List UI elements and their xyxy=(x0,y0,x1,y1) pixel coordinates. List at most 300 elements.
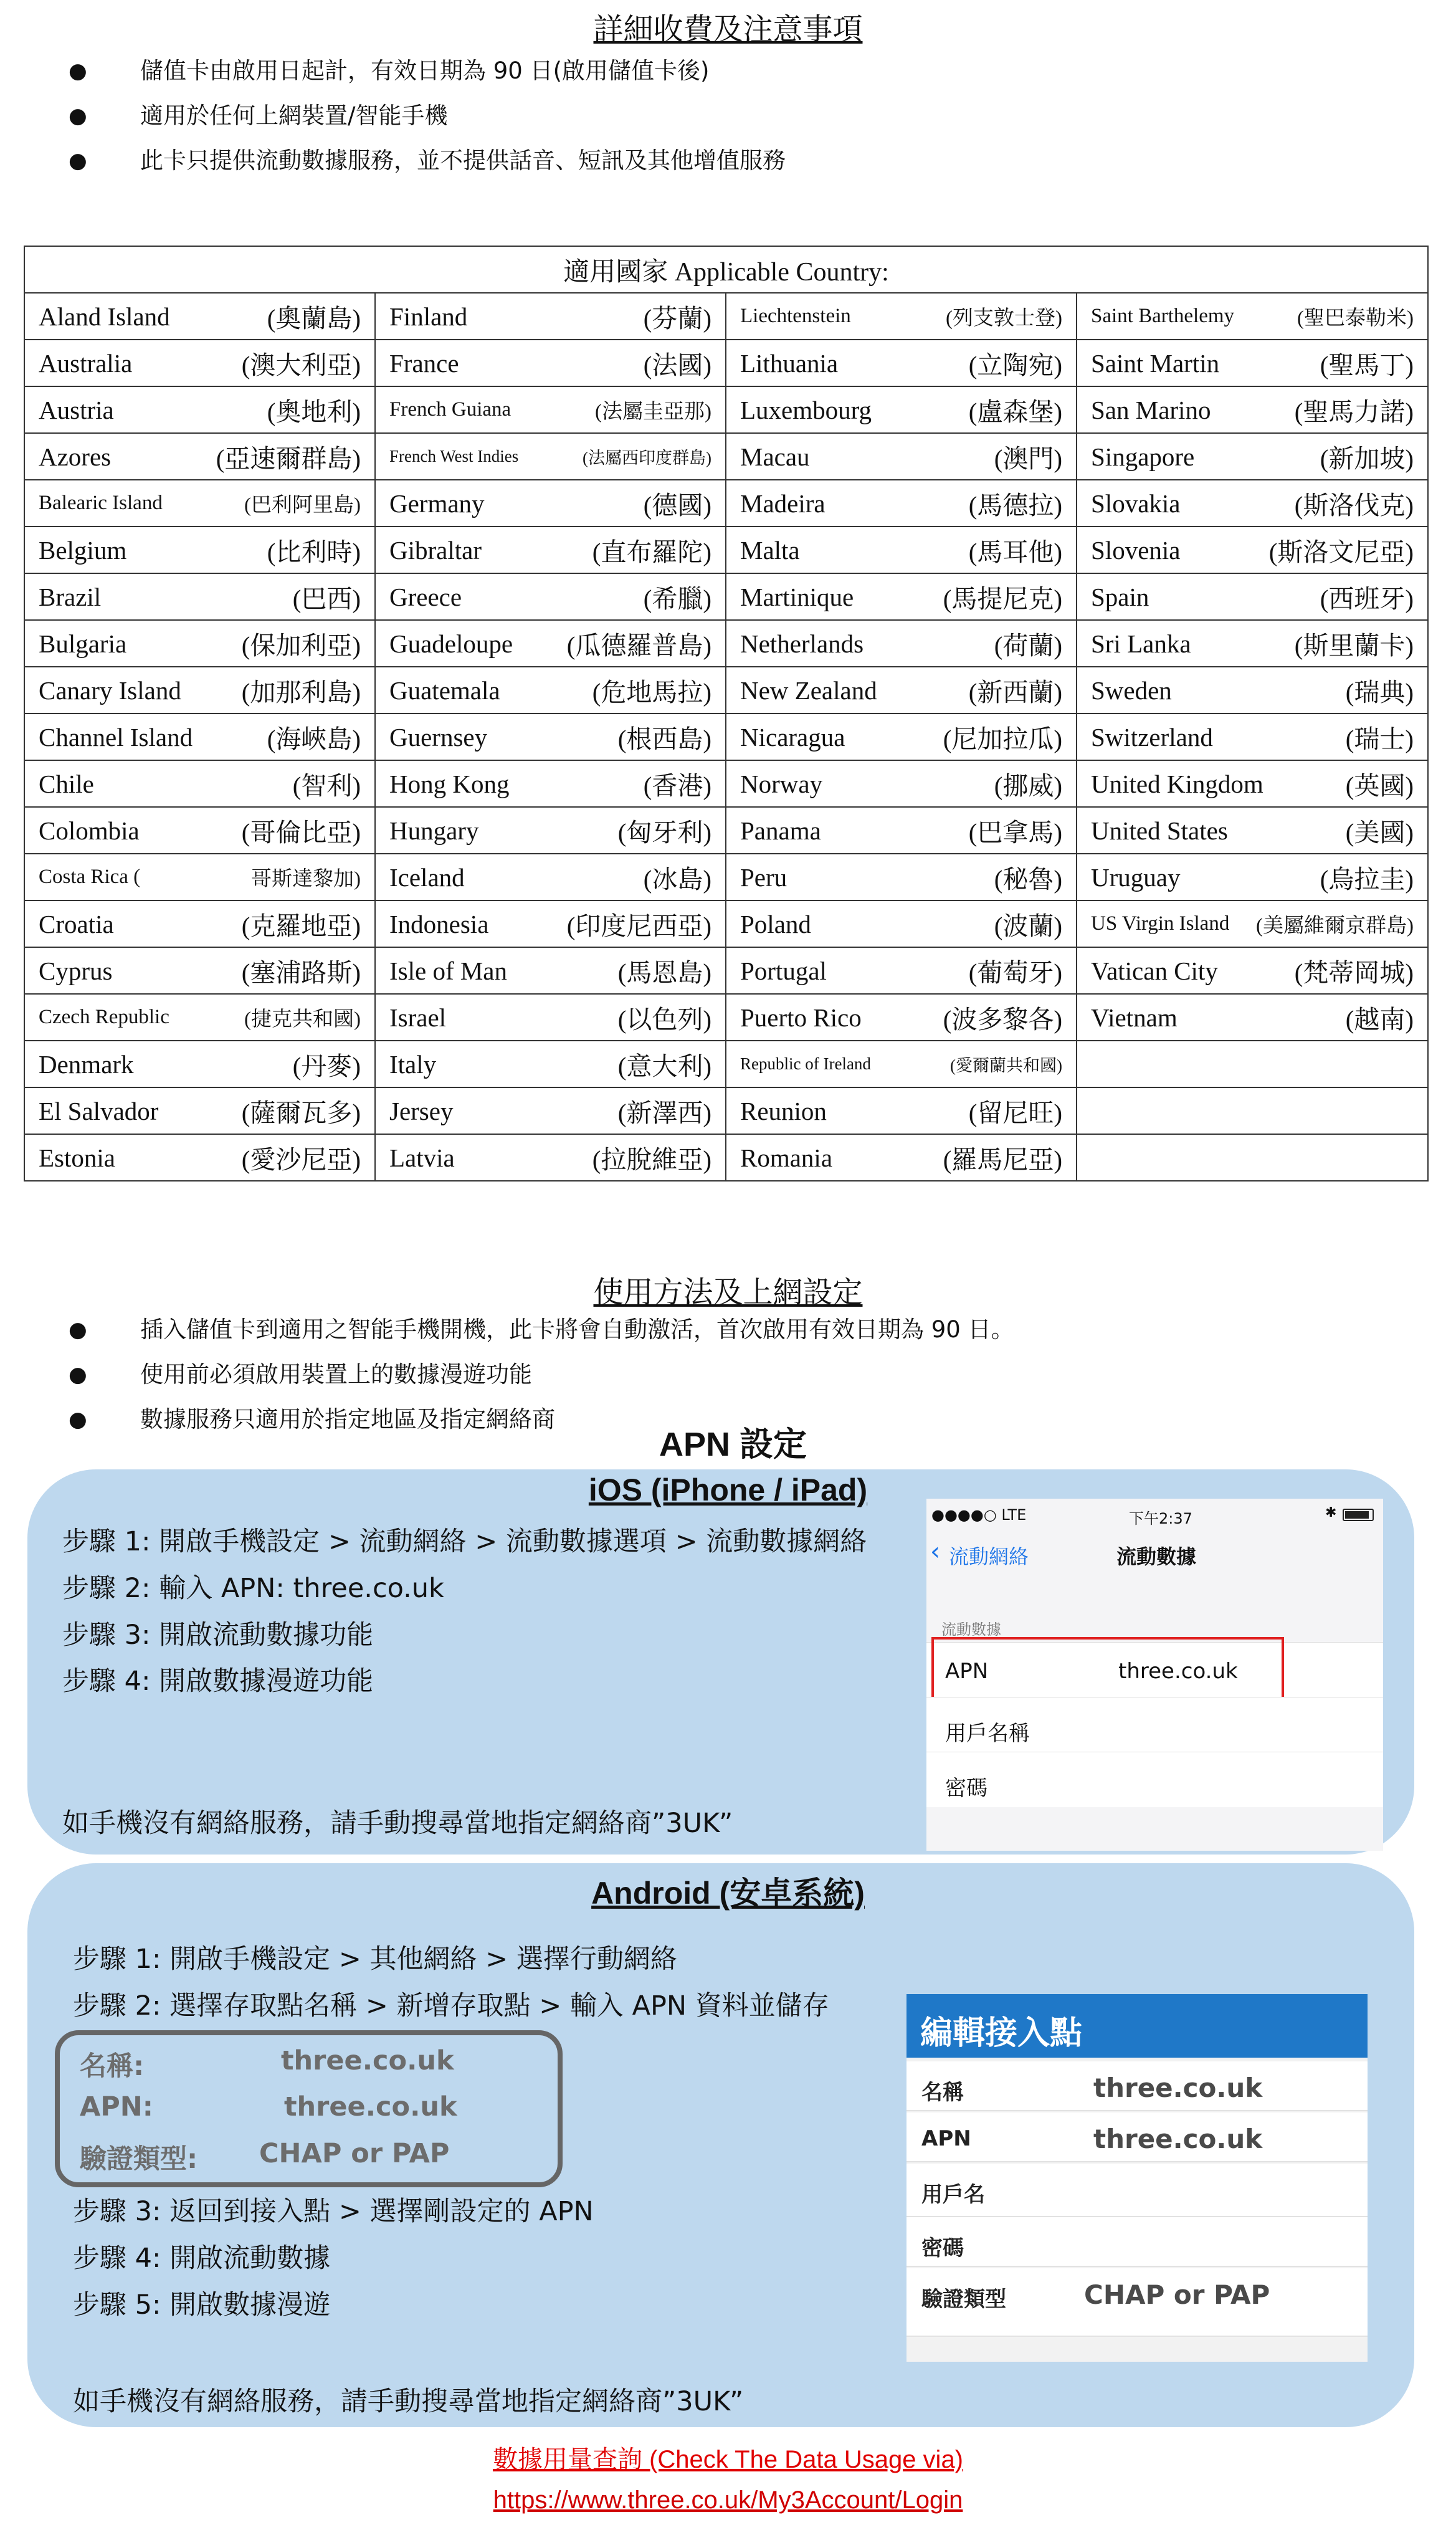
country-cell xyxy=(1077,854,1428,900)
country-cell xyxy=(726,433,1077,480)
country-name-en: Vietnam xyxy=(1091,1003,1178,1032)
country-name-en: Madeira xyxy=(740,489,826,518)
android-step-2: 步驟 2: 選擇存取點名稱 > 新增存取點 > 輸入 APN 資料並儲存 xyxy=(73,1990,829,2022)
country-name-zh: (危地馬拉) xyxy=(592,678,711,707)
list-item: ● 此卡只提供流動數據服務，並不提供話音、短訊及其他增值服務 xyxy=(69,138,786,183)
country-name-en: French West Indies xyxy=(389,447,519,465)
country-cell-content xyxy=(389,905,711,942)
country-name-en: Jersey xyxy=(389,1096,454,1125)
country-cell xyxy=(1077,1087,1428,1134)
list-item: ● 數據服務只適用於指定地區及指定網絡商 xyxy=(69,1397,1014,1442)
country-cell-content xyxy=(740,532,1062,568)
country-name-en: Bulgaria xyxy=(39,629,127,658)
country-cell xyxy=(375,340,726,386)
country-cell-content xyxy=(740,625,1062,662)
country-name-zh: (列支敦士登) xyxy=(946,307,1062,330)
country-cell-content xyxy=(39,298,361,335)
country-cell xyxy=(24,807,375,854)
country-cell xyxy=(375,900,726,947)
country-name-zh: (薩爾瓦多) xyxy=(241,1099,361,1127)
list-item: ● 使用前必須啟用裝置上的數據漫遊功能 xyxy=(69,1352,1014,1397)
apn-field-value: three.co.uk xyxy=(1093,2124,1263,2154)
country-cell-content xyxy=(389,999,711,1036)
country-cell-content xyxy=(39,532,361,568)
pricing-notes-list xyxy=(69,49,786,183)
country-name-en: Belgium xyxy=(39,535,127,565)
country-cell xyxy=(24,667,375,714)
country-cell-content xyxy=(740,578,1062,615)
country-cell xyxy=(1077,807,1428,854)
country-cell-content xyxy=(389,578,711,615)
ios-step-2: 步驟 2: 輸入 APN: three.co.uk xyxy=(62,1573,444,1604)
country-name-zh: (荷蘭) xyxy=(994,631,1062,660)
country-name-en: Channel Island xyxy=(39,722,193,752)
country-cell-content xyxy=(1091,302,1414,331)
country-name-en: Slovakia xyxy=(1091,489,1181,518)
country-cell xyxy=(726,760,1077,807)
country-cell xyxy=(24,1041,375,1087)
country-name-zh: (奧地利) xyxy=(267,398,361,426)
country-cell-content xyxy=(389,1046,711,1082)
country-name-en: Czech Republic xyxy=(39,1006,169,1028)
country-cell xyxy=(24,947,375,994)
box-name-label: 名稱: xyxy=(80,2051,145,2082)
country-name-en: San Marino xyxy=(1091,395,1211,424)
apn-value: three.co.uk xyxy=(1118,1659,1238,1684)
country-cell xyxy=(1077,947,1428,994)
country-cell-content xyxy=(740,672,1062,709)
country-cell xyxy=(726,854,1077,900)
country-cell-content xyxy=(1091,672,1414,709)
country-name-en: Latvia xyxy=(389,1143,455,1172)
ios-step-3: 步驟 3: 開啟流動數據功能 xyxy=(62,1620,374,1651)
apn-details-box xyxy=(55,2030,563,2187)
country-name-zh: (海峽島) xyxy=(267,725,361,753)
country-name-zh: (瓜德羅普島) xyxy=(566,631,711,660)
country-name-zh: (巴西) xyxy=(292,585,361,613)
country-name-zh: (新加坡) xyxy=(1320,444,1414,473)
apn-field-row[interactable] xyxy=(906,2061,1368,2111)
country-cell xyxy=(1077,1134,1428,1181)
carrier-signal: ●●●●○ LTE xyxy=(931,1506,1027,1524)
country-name-zh: (瑞典) xyxy=(1345,678,1414,707)
country-cell-content xyxy=(389,444,711,469)
ios-title: iOS (iPhone / iPad) xyxy=(588,1473,868,1507)
country-name-zh: (挪威) xyxy=(994,771,1062,800)
usage-setup-title: 使用方法及上網設定 xyxy=(593,1275,863,1310)
country-cell xyxy=(375,947,726,994)
back-link[interactable]: 流動網絡 xyxy=(949,1545,1029,1568)
country-name-en: Republic of Ireland xyxy=(740,1054,871,1073)
country-cell xyxy=(375,1087,726,1134)
country-cell xyxy=(726,1134,1077,1181)
country-cell-content xyxy=(389,718,711,755)
bluetooth-icon: ✱ xyxy=(1325,1505,1337,1520)
apn-field-value: three.co.uk xyxy=(1093,2073,1263,2103)
country-name-en: Brazil xyxy=(39,582,102,611)
country-cell-content xyxy=(389,625,711,662)
password-label: 密碼 xyxy=(945,1776,987,1801)
country-name-en: Isle of Man xyxy=(389,956,508,985)
country-name-en: Singapore xyxy=(1091,442,1195,471)
country-cell xyxy=(24,527,375,573)
country-cell-content xyxy=(39,862,361,892)
country-cell-content xyxy=(740,1092,1062,1129)
country-name-en: Netherlands xyxy=(740,629,864,658)
country-name-zh: (美屬維爾京群島) xyxy=(1256,915,1414,937)
country-name-en: Hong Kong xyxy=(389,769,510,798)
country-name-en: Chile xyxy=(39,769,94,798)
country-name-zh: (秘魯) xyxy=(994,865,1062,894)
country-name-zh: (哥倫比亞) xyxy=(241,818,361,847)
country-name-en: Liechtenstein xyxy=(740,305,851,327)
country-cell-content xyxy=(1091,391,1414,428)
country-name-en: Colombia xyxy=(39,816,140,845)
country-cell-content xyxy=(389,1092,711,1129)
ios-note: 如手機沒有網絡服務，請手動搜尋當地指定網絡商”3UK” xyxy=(62,1808,733,1839)
table-row xyxy=(24,1041,1428,1087)
country-cell xyxy=(375,433,726,480)
country-name-zh: (聖馬丁) xyxy=(1320,351,1414,380)
table-row xyxy=(24,386,1428,433)
country-cell-content xyxy=(1091,625,1414,662)
country-cell-content xyxy=(39,625,361,662)
country-name-zh: (波多黎各) xyxy=(943,1005,1062,1034)
country-name-en: Martinique xyxy=(740,582,854,611)
table-caption: 適用國家 Applicable Country: xyxy=(24,246,1428,293)
country-name-en: Croatia xyxy=(39,909,114,938)
table-row xyxy=(24,340,1428,386)
android-note: 如手機沒有網絡服務，請手動搜尋當地指定網絡商”3UK” xyxy=(73,2386,744,2417)
country-name-en: El Salvador xyxy=(39,1096,159,1125)
country-name-zh: (加那利島) xyxy=(241,678,361,707)
table-row xyxy=(24,947,1428,994)
country-cell xyxy=(1077,900,1428,947)
country-name-en: Azores xyxy=(39,442,112,471)
country-cell xyxy=(375,760,726,807)
back-chevron-icon[interactable]: ‹ xyxy=(930,1537,940,1566)
country-cell-content xyxy=(1091,812,1414,849)
country-name-zh: (匈牙利) xyxy=(617,818,711,847)
country-name-zh: (德國) xyxy=(643,491,711,520)
country-name-zh: (希臘) xyxy=(643,585,711,613)
country-cell-content xyxy=(389,532,711,568)
country-name-en: Saint Martin xyxy=(1091,348,1220,378)
country-name-en: Sweden xyxy=(1091,675,1172,705)
edit-apn-header xyxy=(906,1994,1368,2058)
country-cell xyxy=(1077,433,1428,480)
country-cell-content xyxy=(1091,532,1414,568)
country-name-zh: (捷克共和國) xyxy=(244,1008,361,1031)
country-cell xyxy=(24,1087,375,1134)
country-name-en: Germany xyxy=(389,489,485,518)
country-name-en: Nicaragua xyxy=(740,722,845,752)
country-cell-content xyxy=(39,672,361,709)
country-name-zh: (立陶宛) xyxy=(968,351,1062,380)
country-name-en: Canary Island xyxy=(39,675,181,705)
country-name-zh: (盧森堡) xyxy=(968,398,1062,426)
country-cell-content xyxy=(39,1092,361,1129)
country-name-en: Iceland xyxy=(389,862,465,892)
country-name-zh: (奧蘭島) xyxy=(267,304,361,333)
apn-heading-text: APN 設定 xyxy=(659,1426,807,1463)
country-cell xyxy=(1077,667,1428,714)
country-cell-content xyxy=(39,489,361,518)
country-cell xyxy=(726,1087,1077,1134)
country-cell-content xyxy=(740,345,1062,381)
country-name-zh: (保加利亞) xyxy=(241,631,361,660)
apn-field-row[interactable] xyxy=(906,2164,1368,2217)
country-cell xyxy=(24,900,375,947)
country-cell xyxy=(375,293,726,340)
country-cell xyxy=(375,527,726,573)
country-cell xyxy=(375,480,726,527)
country-cell-content xyxy=(389,672,711,709)
country-name-zh: (香港) xyxy=(643,771,711,800)
table-row xyxy=(24,620,1428,667)
country-cell-content xyxy=(39,578,361,615)
country-cell-content xyxy=(740,999,1062,1036)
country-name-en: Uruguay xyxy=(1091,862,1181,892)
country-cell xyxy=(24,760,375,807)
country-cell-content xyxy=(1091,345,1414,381)
country-cell xyxy=(375,1041,726,1087)
country-cell xyxy=(24,994,375,1041)
country-cell xyxy=(375,807,726,854)
list-item: ● 適用於任何上網裝置/智能手機 xyxy=(69,93,786,138)
table-row xyxy=(24,527,1428,573)
country-name-en: Greece xyxy=(389,582,462,611)
country-name-zh: (聖巴泰勒米) xyxy=(1297,307,1414,330)
country-name-zh: (澳大利亞) xyxy=(241,351,361,380)
country-name-zh: (新西蘭) xyxy=(968,678,1062,707)
password-row[interactable] xyxy=(926,1752,1383,1807)
country-name-en: Austria xyxy=(39,395,114,424)
country-cell-content xyxy=(1091,438,1414,475)
country-cell-content xyxy=(740,812,1062,849)
country-name-en: Lithuania xyxy=(740,348,839,378)
country-name-zh: (丹麥) xyxy=(292,1052,361,1081)
country-cell-content xyxy=(740,438,1062,475)
country-name-en: Cyprus xyxy=(39,956,113,985)
table-row xyxy=(24,480,1428,527)
country-name-zh: (拉脫維亞) xyxy=(592,1145,711,1174)
country-name-zh: (芬蘭) xyxy=(643,304,711,333)
country-cell xyxy=(726,994,1077,1041)
country-name-en: Romania xyxy=(740,1143,833,1172)
apn-settings-heading xyxy=(659,1418,807,1466)
android-step-5: 步驟 5: 開啟數據漫遊 xyxy=(73,2289,331,2321)
country-cell xyxy=(1077,573,1428,620)
country-name-zh: (愛沙尼亞) xyxy=(241,1145,361,1174)
country-name-zh: (瑞士) xyxy=(1345,725,1414,753)
country-cell-content xyxy=(389,952,711,989)
country-name-zh: (斯洛文尼亞) xyxy=(1268,538,1414,566)
country-cell xyxy=(726,480,1077,527)
country-cell-content xyxy=(39,391,361,428)
country-name-zh: (尼加拉瓜) xyxy=(943,725,1062,753)
apn-field-label: 密碼 xyxy=(921,2236,964,2261)
country-name-zh: (聖馬力諾) xyxy=(1294,398,1414,426)
country-name-en: Indonesia xyxy=(389,909,489,938)
list-item: ● 插入儲值卡到適用之智能手機開機，此卡將會自動激活，首次啟用有效日期為 90 日。 xyxy=(69,1307,1014,1352)
country-cell-content xyxy=(1091,909,1414,938)
apn-field-label: 驗證類型 xyxy=(921,2287,1006,2312)
country-name-zh: (冰島) xyxy=(643,865,711,894)
country-name-zh: (比利時) xyxy=(267,538,361,566)
country-name-zh: (馬恩島) xyxy=(617,958,711,987)
country-name-en: Poland xyxy=(740,909,811,938)
country-cell xyxy=(24,386,375,433)
country-cell-content xyxy=(39,765,361,802)
box-apn-label: APN: xyxy=(80,2091,153,2122)
apn-field-row[interactable] xyxy=(906,2268,1368,2337)
country-name-zh: (澳門) xyxy=(994,444,1062,473)
apn-field-row[interactable] xyxy=(906,2112,1368,2162)
ios-step-1: 步驟 1: 開啟手機設定 > 流動網絡 > 流動數據選項 > 流動數據網絡 xyxy=(62,1526,867,1557)
country-cell-content xyxy=(1091,999,1414,1036)
table-row xyxy=(24,807,1428,854)
country-name-zh: (印度尼西亞) xyxy=(566,912,711,940)
country-name-en: Aland Island xyxy=(39,302,170,331)
country-cell-content xyxy=(39,812,361,849)
country-name-zh: (烏拉圭) xyxy=(1320,865,1414,894)
country-name-en: Balearic Island xyxy=(39,492,163,514)
battery-icon xyxy=(1343,1509,1374,1521)
table-row xyxy=(24,1134,1428,1181)
apn-field-label: 用戶名 xyxy=(921,2182,985,2207)
country-cell-content xyxy=(740,1139,1062,1176)
table-row xyxy=(24,994,1428,1041)
edit-apn-title: 編輯接入點 xyxy=(920,2015,1083,2052)
country-cell xyxy=(375,714,726,760)
country-cell-content xyxy=(389,1139,711,1176)
data-usage-url[interactable]: https://www.three.co.uk/My3Account/Login xyxy=(493,2486,963,2514)
country-name-en: Italy xyxy=(389,1049,437,1079)
country-cell xyxy=(1077,340,1428,386)
status-time: 下午2:37 xyxy=(1129,1510,1192,1527)
country-cell xyxy=(375,1134,726,1181)
country-cell-content xyxy=(389,812,711,849)
country-name-en: Malta xyxy=(740,535,800,565)
country-cell xyxy=(726,573,1077,620)
country-cell-content xyxy=(39,438,361,475)
country-name-zh: (斯洛伐克) xyxy=(1294,491,1414,520)
apn-field-value: CHAP or PAP xyxy=(1084,2279,1270,2310)
country-name-zh: (法屬西印度群島) xyxy=(583,449,711,467)
country-cell-content xyxy=(740,485,1062,522)
country-name-en: Gibraltar xyxy=(389,535,482,565)
username-label: 用戶名稱 xyxy=(945,1721,1030,1746)
country-cell-content xyxy=(740,302,1062,331)
country-cell xyxy=(1077,620,1428,667)
country-name-zh: (直布羅陀) xyxy=(592,538,711,566)
country-name-en: United States xyxy=(1091,816,1228,845)
country-name-en: Australia xyxy=(39,348,133,378)
country-name-en: Costa Rica ( xyxy=(39,866,141,888)
country-name-en: Denmark xyxy=(39,1049,134,1079)
table-row xyxy=(24,714,1428,760)
country-name-zh: (亞速爾群島) xyxy=(216,444,361,473)
country-name-zh: (意大利) xyxy=(617,1052,711,1081)
country-cell-content xyxy=(389,395,711,424)
country-cell xyxy=(375,573,726,620)
country-name-zh: (塞浦路斯) xyxy=(241,958,361,987)
country-cell xyxy=(726,1041,1077,1087)
country-cell-content xyxy=(389,298,711,335)
country-name-en: Hungary xyxy=(389,816,479,845)
country-name-en: US Virgin Island xyxy=(1091,912,1230,935)
table-row xyxy=(24,900,1428,947)
table-row xyxy=(24,667,1428,714)
country-name-en: Norway xyxy=(740,769,823,798)
country-name-en: Sri Lanka xyxy=(1091,629,1191,658)
country-cell xyxy=(726,340,1077,386)
country-cell xyxy=(726,714,1077,760)
country-cell-content xyxy=(740,905,1062,942)
apn-field-row[interactable] xyxy=(906,2217,1368,2267)
country-name-zh: (法屬圭亞那) xyxy=(595,401,711,423)
country-cell-content xyxy=(389,345,711,381)
country-cell xyxy=(375,854,726,900)
country-name-zh: (馬耳他) xyxy=(968,538,1062,566)
section-label: 流動數據 xyxy=(941,1621,1001,1638)
country-cell-content xyxy=(740,765,1062,802)
country-cell xyxy=(1077,994,1428,1041)
country-table xyxy=(24,246,1429,1181)
country-name-zh: (巴利阿里島) xyxy=(244,494,361,517)
country-name-en: Estonia xyxy=(39,1143,115,1172)
country-cell-content xyxy=(1091,859,1414,895)
country-name-en: Saint Barthelemy xyxy=(1091,305,1235,327)
country-cell xyxy=(24,854,375,900)
country-cell-content xyxy=(389,765,711,802)
country-cell-content xyxy=(1091,718,1414,755)
country-cell xyxy=(726,620,1077,667)
country-name-zh: (新澤西) xyxy=(617,1099,711,1127)
country-cell-content xyxy=(1091,485,1414,522)
box-auth-value: CHAP or PAP xyxy=(259,2138,450,2169)
country-cell xyxy=(726,386,1077,433)
country-name-zh: (波蘭) xyxy=(994,912,1062,940)
box-auth-label: 驗證類型: xyxy=(80,2144,198,2175)
country-cell xyxy=(1077,480,1428,527)
country-cell-content xyxy=(740,952,1062,989)
country-name-en: Spain xyxy=(1091,582,1149,611)
country-cell-content xyxy=(740,718,1062,755)
data-usage-link-label[interactable]: 數據用量查詢 (Check The Data Usage via) xyxy=(492,2446,964,2473)
country-name-en: Portugal xyxy=(740,956,827,985)
country-cell xyxy=(375,386,726,433)
username-row[interactable] xyxy=(926,1697,1383,1752)
country-cell xyxy=(1077,386,1428,433)
country-name-en: Guatemala xyxy=(389,675,500,705)
country-cell xyxy=(726,900,1077,947)
country-cell xyxy=(24,293,375,340)
country-cell-content xyxy=(39,345,361,381)
country-name-en: France xyxy=(389,348,459,378)
screen-title: 流動數據 xyxy=(1116,1545,1197,1568)
country-cell-content xyxy=(39,718,361,755)
country-name-en: Puerto Rico xyxy=(740,1003,862,1032)
country-cell-content xyxy=(39,905,361,942)
country-cell-content xyxy=(39,1046,361,1082)
country-name-en: Reunion xyxy=(740,1096,827,1125)
table-row xyxy=(24,1087,1428,1134)
country-name-zh: (法國) xyxy=(643,351,711,380)
country-name-en: United Kingdom xyxy=(1091,769,1263,798)
android-step-1: 步驟 1: 開啟手機設定 > 其他網絡 > 選擇行動網絡 xyxy=(73,1944,677,1975)
